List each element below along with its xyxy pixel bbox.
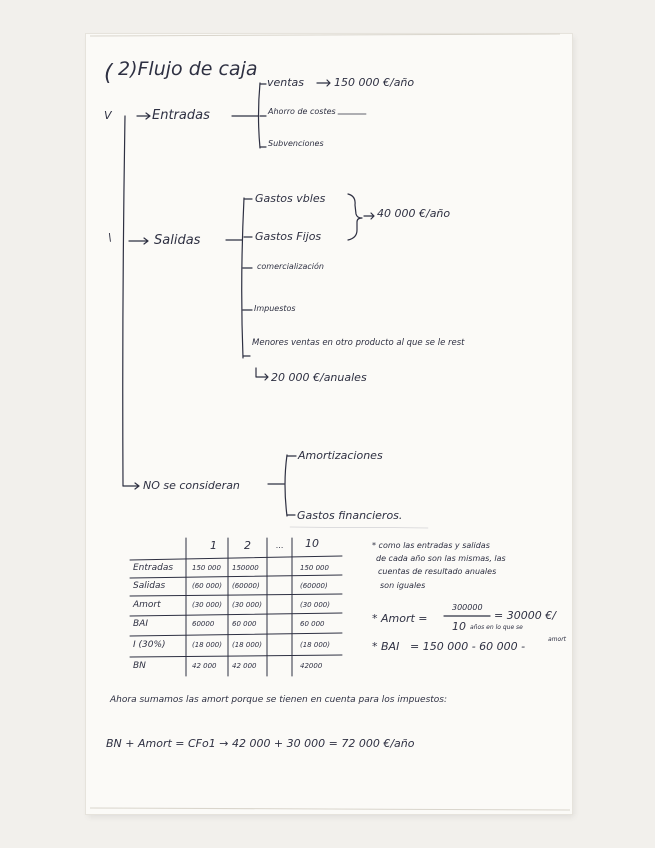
salidas-bracket bbox=[242, 198, 244, 358]
main-spine bbox=[123, 116, 125, 486]
entradas-label: Entradas bbox=[152, 108, 210, 123]
table-col-10: 10 bbox=[305, 537, 319, 550]
note-line-2: de cada año son las mismas, las bbox=[376, 554, 506, 563]
table-cell: (18 000) bbox=[300, 641, 330, 649]
tick-mark: \ bbox=[108, 231, 112, 244]
table-cell: 42 000 bbox=[192, 662, 217, 670]
item-gastos-financieros: Gastos financieros. bbox=[297, 509, 403, 522]
table-cell: (30 000) bbox=[232, 601, 262, 609]
table-cell: (60000) bbox=[232, 582, 260, 590]
table-cell: 60000 bbox=[192, 620, 215, 628]
table-cell: (18 000) bbox=[232, 641, 262, 649]
table-cell: (30 000) bbox=[192, 601, 222, 609]
bai-expression: = 150 000 - 60 000 - bbox=[410, 640, 526, 653]
check-mark: V bbox=[104, 109, 112, 122]
amort-denominator: 10 bbox=[452, 620, 466, 633]
table-cell: 60 000 bbox=[232, 620, 257, 628]
note-line-3: cuentas de resultado anuales bbox=[378, 567, 497, 576]
table-cell: (30 000) bbox=[300, 601, 330, 609]
arrow-entradas bbox=[137, 113, 150, 119]
note-line-4: son iguales bbox=[380, 581, 426, 590]
arrow-no-consideran bbox=[123, 483, 139, 489]
bai-label: * BAI bbox=[372, 640, 400, 653]
salidas-item-impuestos: Impuestos bbox=[254, 304, 296, 313]
table-col-2: 2 bbox=[244, 539, 251, 552]
salidas-item-menores-ventas: Menores ventas en otro producto al que se le rest bbox=[252, 338, 465, 348]
menores-value: 20 000 €/anuales bbox=[271, 371, 367, 384]
no-consideran-bracket bbox=[285, 455, 287, 516]
heading-paren: ( bbox=[104, 61, 113, 86]
no-consideran-label: NO se consideran bbox=[143, 479, 240, 492]
ventas-value: 150 000 €/año bbox=[334, 76, 415, 89]
footer-line-1: Ahora sumamos las amort porque se tienen en cuenta para los impuestos: bbox=[110, 695, 448, 705]
entradas-item-ahorro: Ahorro de costes bbox=[268, 107, 336, 116]
footer-line-2: BN + Amort = CFo1 → 42 000 + 30 000 = 72 000 €/año bbox=[106, 737, 415, 750]
page-title: 2)Flujo de caja bbox=[118, 58, 258, 80]
amort-label: * Amort = bbox=[372, 612, 428, 625]
amort-result: = 30000 €/ bbox=[494, 609, 556, 622]
table-cell: (18 000) bbox=[192, 641, 222, 649]
table-row-label: Amort bbox=[133, 600, 161, 610]
table-col-ellipsis: ... bbox=[276, 541, 284, 550]
table-row-label: BAI bbox=[133, 619, 148, 629]
salidas-item-gastos-vbles: Gastos vbles bbox=[255, 192, 326, 205]
table-row-label: Salidas bbox=[133, 581, 166, 591]
salidas-label: Salidas bbox=[154, 233, 201, 248]
table-cell: 150 000 bbox=[300, 564, 329, 572]
note-line-1: * como las entradas y salidas bbox=[372, 541, 490, 550]
table-row-label: Entradas bbox=[133, 563, 174, 573]
bai-tail: amort bbox=[548, 636, 567, 643]
table-cell: 42000 bbox=[300, 662, 323, 670]
entradas-item-ventas: ventas bbox=[267, 76, 305, 89]
gastos-value: 40 000 €/año bbox=[377, 207, 451, 220]
salidas-item-comercializacion: comercialización bbox=[257, 262, 324, 271]
arrow-salidas bbox=[129, 238, 148, 244]
table-row-label: BN bbox=[133, 661, 146, 671]
table-col-1: 1 bbox=[210, 539, 217, 552]
amort-den-note: años en lo que se bbox=[470, 624, 523, 631]
table-cell: 60 000 bbox=[300, 620, 325, 628]
table-row-label: I (30%) bbox=[133, 640, 166, 650]
item-amortizaciones: Amortizaciones bbox=[298, 449, 383, 462]
gastos-brace bbox=[348, 194, 362, 240]
amort-numerator: 300000 bbox=[452, 603, 483, 612]
table-cell: 42 000 bbox=[232, 662, 257, 670]
table-cell: (60 000) bbox=[192, 582, 222, 590]
table-cell: 150 000 bbox=[192, 564, 221, 572]
salidas-item-gastos-fijos: Gastos Fijos bbox=[255, 230, 322, 243]
table-cell: 150000 bbox=[232, 564, 259, 572]
table-cell: (60000) bbox=[300, 582, 328, 590]
entradas-item-subvenciones: Subvenciones bbox=[268, 139, 324, 148]
